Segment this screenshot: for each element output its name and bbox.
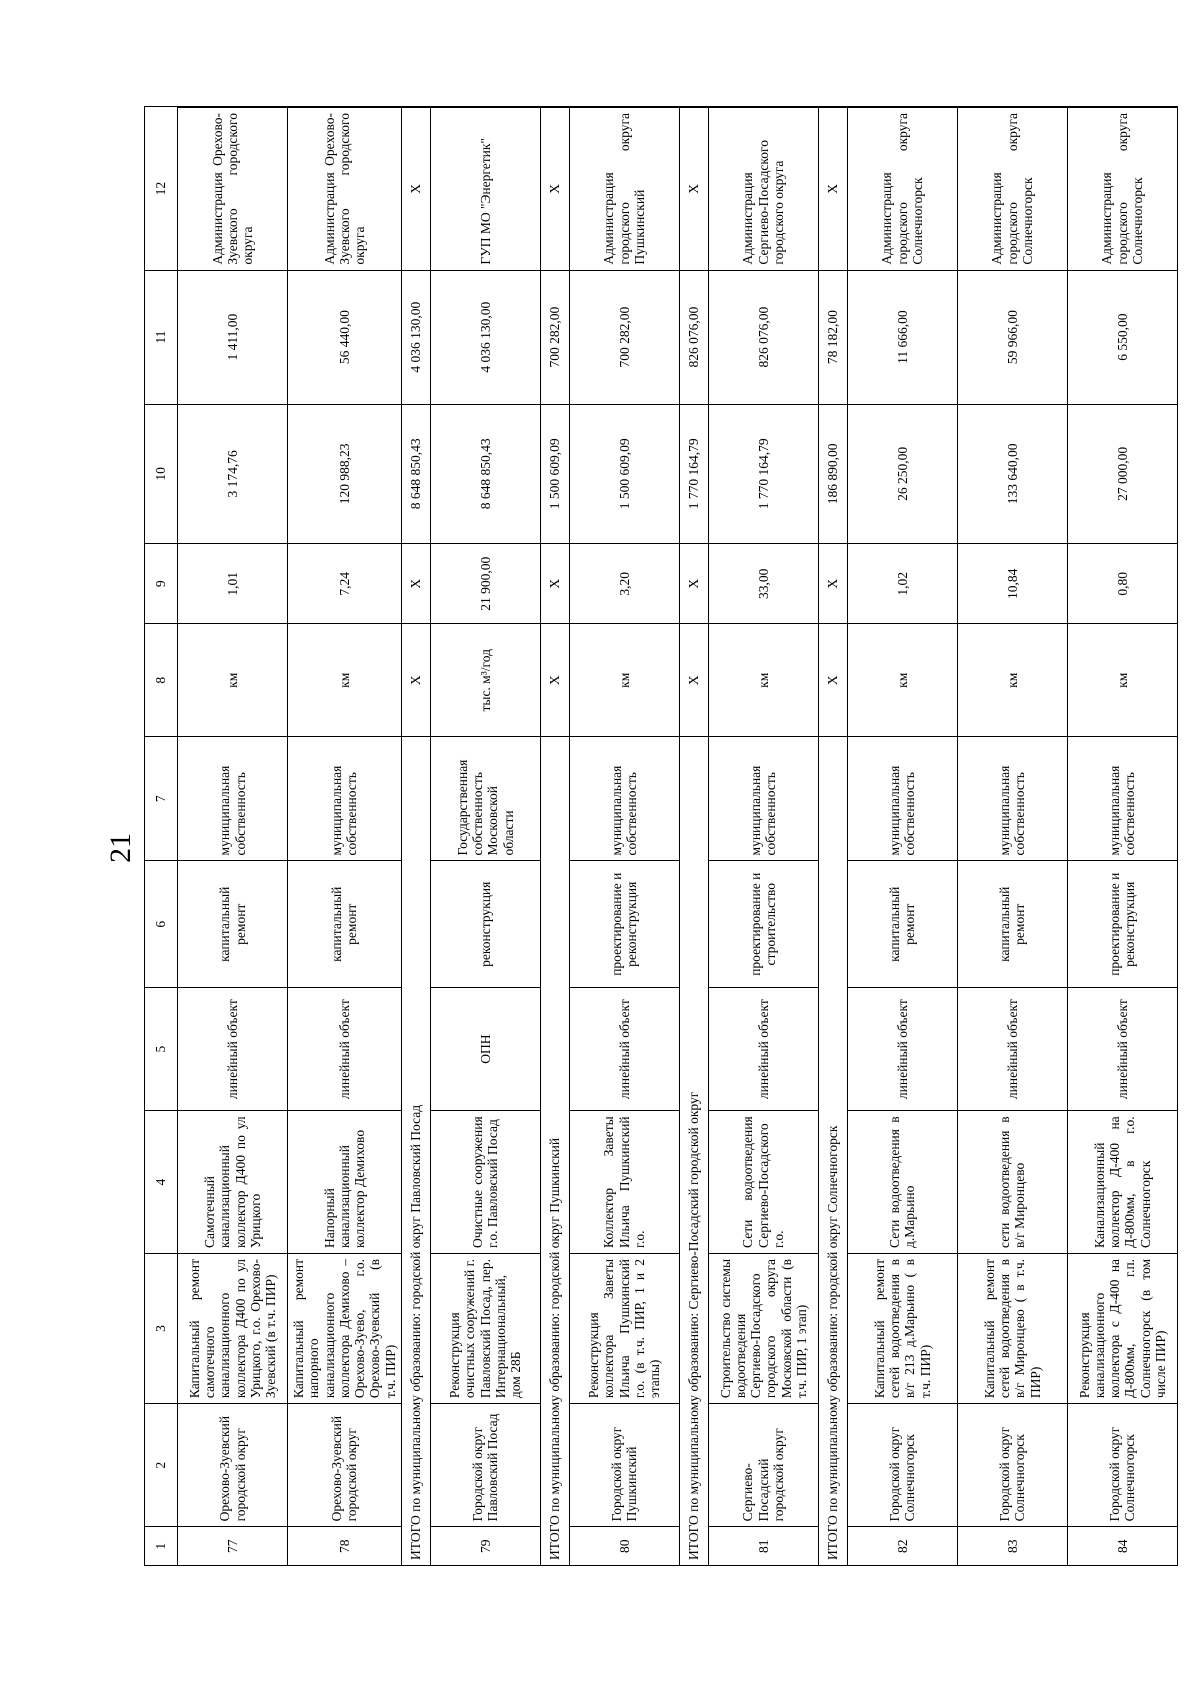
financing-amount: 59 966,00 — [957, 270, 1067, 404]
total-unit: X — [679, 624, 708, 737]
total-financing-amount: 4 036 130,00 — [401, 270, 430, 404]
column-header: 9 — [145, 544, 178, 624]
responsible-body: ГУП МО "Энергетик" — [430, 107, 540, 270]
financing-amount: 826 076,00 — [708, 270, 818, 404]
row-number: 79 — [430, 1527, 540, 1566]
object-name: Напорный канализационный коллектор Демихово — [288, 1111, 402, 1254]
work-type: капитальный ремонт — [957, 861, 1067, 988]
total-responsible-body: X — [401, 107, 430, 270]
ownership: муниципальная собственность — [569, 737, 679, 861]
municipality: Городской округ Солнечногорск — [1067, 1404, 1177, 1527]
column-header: 6 — [145, 861, 178, 988]
column-header: 2 — [145, 1404, 178, 1527]
total-row-label: ИТОГО по муниципальному образованию: городской округ Солнечногорск — [818, 737, 847, 1566]
municipality-total-row — [540, 107, 569, 1566]
responsible-body: Администрация городского округа Солнечногорск — [957, 107, 1067, 270]
total-row-label: ИТОГО по муниципальному образованию: городской округ Павловский Посад — [401, 737, 430, 1566]
total-unit: X — [818, 624, 847, 737]
row-number: 80 — [569, 1527, 679, 1566]
column-header: 11 — [145, 270, 178, 404]
total-financing-amount: 826 076,00 — [679, 270, 708, 404]
column-header: 4 — [145, 1111, 178, 1254]
event-name: Строительство системы водоотведения Сергиево-Посадского городского округа Московской области (в т.ч. ПИР, 1 этап) — [708, 1253, 818, 1403]
total-responsible-body: X — [540, 107, 569, 270]
total-capacity-value: X — [401, 544, 430, 624]
capacity-value: 7,24 — [288, 544, 402, 624]
responsible-body: Администрация городского округа Солнечногорск — [847, 107, 957, 270]
table-row — [708, 107, 818, 1566]
municipality: Орехово-Зуевский городской округ — [288, 1404, 402, 1527]
object-name: Сети водоотведения в д.Марьино — [847, 1111, 957, 1254]
total-unit: X — [540, 624, 569, 737]
column-header: 10 — [145, 404, 178, 543]
object-name: Сети водоотведения Сергиево-Посадского г.о. — [708, 1111, 818, 1254]
table-row — [957, 107, 1067, 1566]
capacity-value: 33,00 — [708, 544, 818, 624]
unit: км — [1067, 624, 1177, 737]
column-header: 3 — [145, 1253, 178, 1403]
column-number-row — [145, 107, 178, 1566]
financing-amount: 1 411,00 — [178, 270, 288, 404]
municipality-total-row — [818, 107, 847, 1566]
row-number: 83 — [957, 1527, 1067, 1566]
financing-amount: 700 282,00 — [569, 270, 679, 404]
table-row — [430, 107, 540, 1566]
total-financing-amount: 78 182,00 — [818, 270, 847, 404]
total-cost: 120 988,23 — [288, 404, 402, 543]
event-name: Реконструкция очистных сооружений г. Павловский Посад, пер. Интернациональный, дом 28Б — [430, 1253, 540, 1403]
row-number: 82 — [847, 1527, 957, 1566]
work-type: реконструкция — [430, 861, 540, 988]
unit: км — [708, 624, 818, 737]
unit: тыс. м³/год — [430, 624, 540, 737]
total-responsible-body: X — [679, 107, 708, 270]
object-name: Коллектор Заветы Ильича Пушкинский г.о. — [569, 1111, 679, 1254]
total-cost: 133 640,00 — [957, 404, 1067, 543]
table-row — [847, 107, 957, 1566]
responsible-body: Администрация Сергиево-Посадского городского округа — [708, 107, 818, 270]
ownership: муниципальная собственность — [288, 737, 402, 861]
total-total-cost: 8 648 850,43 — [401, 404, 430, 543]
ownership: муниципальная собственность — [1067, 737, 1177, 861]
responsible-body: Администрация городского округа Пушкинский — [569, 107, 679, 270]
ownership: муниципальная собственность — [708, 737, 818, 861]
column-header: 12 — [145, 107, 178, 270]
object-type: линейный объект — [957, 988, 1067, 1111]
capacity-value: 3,20 — [569, 544, 679, 624]
financing-amount: 4 036 130,00 — [430, 270, 540, 404]
total-financing-amount: 700 282,00 — [540, 270, 569, 404]
total-capacity-value: X — [818, 544, 847, 624]
municipality: Орехово-Зуевский городской округ — [178, 1404, 288, 1527]
total-row-label: ИТОГО по муниципальному образованию: Сергиево-Посадский городской округ — [679, 737, 708, 1566]
responsible-body: Администрация Орехово-Зуевского городского округа — [288, 107, 402, 270]
object-type: линейный объект — [178, 988, 288, 1111]
total-cost: 8 648 850,43 — [430, 404, 540, 543]
capacity-value: 21 900,00 — [430, 544, 540, 624]
municipality: Городской округ Солнечногорск — [847, 1404, 957, 1527]
object-type: линейный объект — [1067, 988, 1177, 1111]
table-row — [288, 107, 402, 1566]
work-type: проектирование и реконструкция — [569, 861, 679, 988]
column-header: 8 — [145, 624, 178, 737]
row-number: 78 — [288, 1527, 402, 1566]
object-name: Самотечный канализационный коллектор Д400 по ул Урицкого — [178, 1111, 288, 1254]
total-cost: 3 174,76 — [178, 404, 288, 543]
event-name: Реконструкция коллектора Заветы Ильича Пушкинский г.о. (в т.ч. ПИР, 1 и 2 этапы) — [569, 1253, 679, 1403]
responsible-body: Администрация городского округа Солнечногорск — [1067, 107, 1177, 270]
object-name: Канализационный коллектор Д-400 на Д-800мм, в г.о. Солнечногорск — [1067, 1111, 1177, 1254]
object-type: линейный объект — [708, 988, 818, 1111]
responsible-body: Администрация Орехово-Зуевского городского округа — [178, 107, 288, 270]
municipality: Городской округ Павловский Посад — [430, 1404, 540, 1527]
event-name: Капитальный ремонт сетей водоотведения в в/г 213 д.Марьино ( в т.ч. ПИР) — [847, 1253, 957, 1403]
total-cost: 1 500 609,09 — [569, 404, 679, 543]
capacity-value: 0,80 — [1067, 544, 1177, 624]
unit: км — [957, 624, 1067, 737]
row-number: 84 — [1067, 1527, 1177, 1566]
object-type: линейный объект — [847, 988, 957, 1111]
financing-amount: 11 666,00 — [847, 270, 957, 404]
table-row — [178, 107, 288, 1566]
work-type: проектирование и реконструкция — [1067, 861, 1177, 988]
table-row — [569, 107, 679, 1566]
total-unit: X — [401, 624, 430, 737]
total-total-cost: 1 500 609,09 — [540, 404, 569, 543]
event-name: Капитальный ремонт самотечного канализационного коллектора Д400 по ул Урицкого, г.о. Орехово-Зуевский (в т.ч. ПИР) — [178, 1253, 288, 1403]
unit: км — [178, 624, 288, 737]
total-total-cost: 1 770 164,79 — [679, 404, 708, 543]
work-type: капитальный ремонт — [288, 861, 402, 988]
total-capacity-value: X — [679, 544, 708, 624]
municipality-total-row — [679, 107, 708, 1566]
total-row-label: ИТОГО по муниципальному образованию: городской округ Пушкинский — [540, 737, 569, 1566]
work-type: проектирование и строительство — [708, 861, 818, 988]
object-name: сети водоотведения в в/г Миронцево — [957, 1111, 1067, 1254]
column-header: 1 — [145, 1527, 178, 1566]
column-header: 5 — [145, 988, 178, 1111]
object-type: линейный объект — [288, 988, 402, 1111]
total-cost: 1 770 164,79 — [708, 404, 818, 543]
financing-amount: 56 440,00 — [288, 270, 402, 404]
work-type: капитальный ремонт — [178, 861, 288, 988]
unit: км — [847, 624, 957, 737]
object-name: Очистные сооружения г.о. Павловский Посад — [430, 1111, 540, 1254]
row-number: 81 — [708, 1527, 818, 1566]
unit: км — [569, 624, 679, 737]
event-name: Реконструкция канализационного коллектора с Д-400 на Д-800мм, г.п. Солнечногорск (в том числе ПИР) — [1067, 1253, 1177, 1403]
capacity-value: 1,01 — [178, 544, 288, 624]
event-name: Капитальный ремонт сетей водоотведения в в/г Миронцево ( в т.ч. ПИР) — [957, 1253, 1067, 1403]
event-name: Капитальный ремонт напорного канализационного коллектора Демихово – Орехово-Зуево, г.о. Орехово-Зуевский (в т.ч. ПИР) — [288, 1253, 402, 1403]
rotated-table-container — [144, 106, 1200, 1566]
total-cost: 26 250,00 — [847, 404, 957, 543]
unit: км — [288, 624, 402, 737]
municipality: Городской округ Пушкинский — [569, 1404, 679, 1527]
capacity-value: 1,02 — [847, 544, 957, 624]
total-capacity-value: X — [540, 544, 569, 624]
work-type: капитальный ремонт — [847, 861, 957, 988]
financing-amount: 6 550,00 — [1067, 270, 1177, 404]
municipality-total-row — [401, 107, 430, 1566]
table-row — [1067, 107, 1177, 1566]
object-type: линейный объект — [569, 988, 679, 1111]
investment-program-table — [144, 106, 1178, 1566]
object-type: ОПН — [430, 988, 540, 1111]
ownership: муниципальная собственность — [178, 737, 288, 861]
municipality: Городской округ Солнечногорск — [957, 1404, 1067, 1527]
ownership: муниципальная собственность — [847, 737, 957, 861]
row-number: 77 — [178, 1527, 288, 1566]
column-header: 7 — [145, 737, 178, 861]
total-responsible-body: X — [818, 107, 847, 270]
total-total-cost: 186 890,00 — [818, 404, 847, 543]
capacity-value: 10,84 — [957, 544, 1067, 624]
ownership: Государственная собственность Московской области — [430, 737, 540, 861]
page-number: 21 — [104, 833, 137, 863]
ownership: муниципальная собственность — [957, 737, 1067, 861]
total-cost: 27 000,00 — [1067, 404, 1177, 543]
municipality: Сергиево-Посадский городской округ — [708, 1404, 818, 1527]
